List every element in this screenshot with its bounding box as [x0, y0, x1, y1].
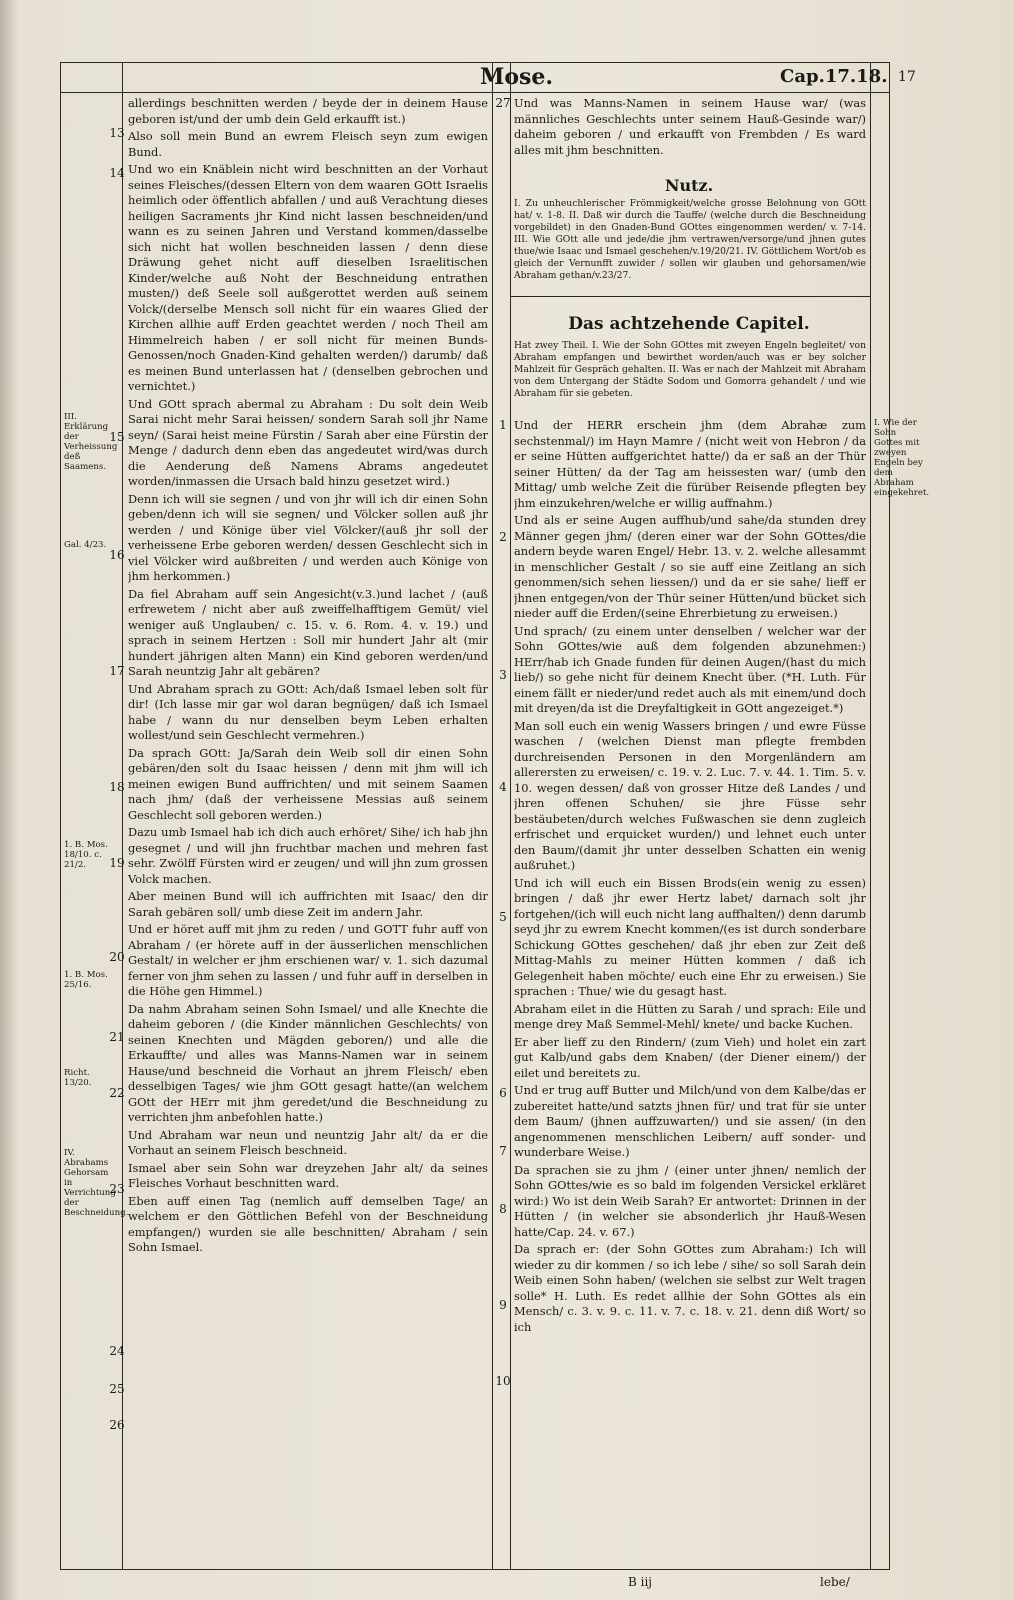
verse-number: 10	[495, 1374, 511, 1388]
margin-note-sohn-gottes: I. Wie der Sohn Gottes mit zweyen Engeln bey dem Abraham eingekehret.	[874, 418, 930, 498]
verse-number: 8	[499, 1202, 507, 1216]
verse-text: Und sprach/ (zu einem unter denselben / welcher war der Sohn GOttes/wie auß dem folgenden abzunehmen:) HErr/hab ich Gnade funden für deinen Augen/(hast du mich lieb/) so gehe nicht für deinem Knecht über. (*H. Luth. Für einem fällt er nieder/und redet auch als mit einem/und doch mit dreyen/da ist die Dreyfaltigkeit in GOtt angezeiget.*)	[514, 623, 866, 715]
verse-number: 9	[499, 1298, 507, 1312]
verse-text: Da sprach GOtt: Ja/Sarah dein Weib soll dir einen Sohn gebären/den solt du Isaac heissen / denn mit jhm will ich meinen ewigen Bund auffrichten/ und mit seinem Saamen nach jhm/ (daß der verheissene Messias auß seinem Geschlecht soll geboren werden.)	[128, 745, 488, 822]
verse-text: Und Abraham sprach zu GOtt: Ach/daß Ismael leben solt für dir! (Ich lasse mir gar wol daran begnügen/ daß ich Ismael habe / wann du nur denselben beym Leben erhalten wollest/und sein Geschlecht vermehren.)	[128, 681, 488, 742]
verse-number: 20	[109, 950, 125, 964]
verse-number: 14	[109, 166, 125, 180]
catchword: lebe/	[820, 1575, 850, 1589]
page-number: 17	[898, 69, 916, 85]
verse-number: 26	[109, 1418, 125, 1432]
verse-number: 5	[499, 910, 507, 924]
verse-text: allerdings beschnitten werden / beyde der in deinem Hause geboren ist/und der umb dein Geld erkaufft ist.)	[128, 96, 488, 126]
chapter-heading: Cap.17.18.	[780, 66, 888, 87]
nutz-text	[514, 198, 866, 284]
margin-note-gal: Gal. 4/23.	[64, 540, 107, 550]
header-rule	[60, 92, 890, 93]
verse-text: Abraham eilet in die Hütten zu Sarah / und sprach: Eile und menge drey Maß Semmel-Mehl/ knete/ und backe Kuchen.	[514, 1001, 866, 1031]
margin-note-erklaerung: III. Erklärung der Verheissung deß Saamens.	[64, 412, 118, 472]
verse-number: 13	[109, 126, 125, 140]
chapter-title: Das achtzehende Capitel.	[568, 314, 810, 334]
nutz-title: Nutz.	[664, 176, 714, 195]
margin-note-richt: Richt. 13/20.	[64, 1068, 92, 1088]
verse-text: Eben auff einen Tag (nemlich auff demselben Tage/ an welchem er den Göttlichen Befehl von der Beschneidung empfangen/) wurden sie alle beschnitten/ Abraham / sein Sohn Ismael.	[128, 1193, 488, 1254]
column-divider-left	[492, 62, 493, 1570]
margin-note-mos-25: 1. B. Mos. 25/16.	[64, 970, 108, 990]
verse-number: 23	[109, 1182, 125, 1196]
verse-text: Und Abraham war neun und neuntzig Jahr alt/ da er die Vorhaut an seinem Fleisch beschneid.	[128, 1127, 488, 1157]
verse-text: Und wo ein Knäblein nicht wird beschnitten an der Vorhaut seines Fleisches/(dessen Eltern von dem waaren GOtt Israelis heimlich oder öffentlich abfallen / und auß Verachtung dieses heiligen Sacraments jhr Kind nicht lassen beschneiden/und wann es zu seinen Jahren und Verstand kommen/dasselbe sich nicht hat wollen beschneiden lassen / denn diese Dräwung gehet nicht auff dieselben Israelitischen Kinder/welche auß Noht der Beschneidung entrathen musten/) deß Seele soll außgerottet werden auß seinem Volck/(derselbe Mensch soll nicht für ein waares Glied der Kirchen allhie auff Erden geachtet werden / noch Theil am Himmelreich haben / er soll nicht für meinen Bunds-Genossen/noch Gnaden-Kind gehalten werden/) darumb/ daß es meinen Bund unterlassen hat / (denselben gebrochen und vernichtet.)	[128, 162, 488, 393]
verse-number: 24	[109, 1344, 125, 1358]
verse-number: 19	[109, 856, 125, 870]
verse-text: Und der HERR erschein jhm (dem Abrahæ zum sechstenmal/) im Hayn Mamre / (nicht weit von Hebron / da er seine Hütten auffgerichtet hatte/) da er saß an der Thür seiner Hütten/ da der Tag am heissesten war/ (umb den Mittag/ umb welche Zeit die fürüber Reisende pflegten bey jhm einzukehren/welche er willig auffnahm.)	[514, 418, 866, 510]
verse-text: Da fiel Abraham auff sein Angesicht(v.3.)und lachet / (auß erfrewetem / nicht aber auß zweiffelhafftigem Gemüt/ viel weniger auß Unglauben/ c. 15. v. 6. Rom. 4. v. 19.) und sprach in seinem Hertzen : Soll mir hundert Jahr alt (mir hundert jährigen alten Mann) ein Kind geboren werden/und Sarah neuntzig Jahr alt gebären?	[128, 586, 488, 678]
verse-text: Da sprach er: (der Sohn GOttes zum Abraham:) Ich will wieder zu dir kommen / so ich lebe / sihe/ so soll Sarah dein Weib einen Sohn haben/ (welchen sie selbst zur Welt tragen solle* H. Luth. Es redet allhie der Sohn GOttes als ein Mensch/ c. 3. v. 9. c. 11. v. 7. c. 18. v. 21. denn diß Wort/ so ich	[514, 1242, 866, 1334]
signature-mark: B iij	[628, 1575, 653, 1589]
right-margin-rule	[870, 62, 871, 1570]
verse-number: 25	[109, 1382, 125, 1396]
column-divider-right	[510, 62, 511, 1570]
verse-text: Und als er seine Augen auffhub/und sahe/da stunden drey Männer gegen jhm/ (deren einer war der Sohn GOttes/die andern beyde waren Engel/ Hebr. 13. v. 2. welche allesammt in menschlicher Gestalt / so sie auff eine Zeitlang an sich genommen/sich sehen liessen/) und da er sie sahe/ lieff er jhnen entgegen/von der Thür seiner Hütten/und bücket sich nieder auff die Erden/(seine Ehrerbietung zu erweisen.)	[514, 513, 866, 620]
left-column-text	[128, 96, 488, 1562]
verse-number: 27	[495, 96, 511, 110]
verse-text: Also soll mein Bund an ewrem Fleisch seyn zum ewigen Bund.	[128, 129, 488, 159]
verse-number: 6	[499, 1086, 507, 1100]
right-column-top	[514, 96, 866, 160]
verse-number: 4	[499, 780, 507, 794]
verse-text: Da sprachen sie zu jhm / (einer unter jhnen/ nemlich der Sohn GOttes/wie es so bald im folgenden Versickel erkläret wird:) Wo ist dein Weib Sarah? Er antwortet: Drinnen in der Hütten / (in welcher sie absonderlich jhr Hauß-Wesen hatte/Cap. 24. v. 67.)	[514, 1162, 866, 1239]
chapter-summary	[514, 340, 866, 402]
margin-note-mos-18: 1. B. Mos. 18/10. c. 21/2.	[64, 840, 108, 870]
verse-text: Und was Manns-Namen in seinem Hause war/ (was männliches Geschlechts unter seinem Hauß-Gesinde war/) daheim geboren / und erkaufft von Frembden / Es ward alles mit jhm beschnitten.	[514, 96, 866, 157]
verse-number: 1	[499, 418, 507, 432]
verse-text: Da nahm Abraham seinen Sohn Ismael/ und alle Knechte die daheim geboren / (die Kinder männlichen Geschlechts/ von seinen Knechten und Mägden geboren/) und alle die Erkauffte/ und alles was Manns-Namen war in seinem Hause/und beschneid die Vorhaut an jhrem Fleisch/ eben desselbigen Tages/ wie jhm GOtt gesagt hatte/(an welchem GOtt der HErr mit jhm geredet/und die Beschneidung zu verrichten jhm anbefohlen hatte.)	[128, 1001, 488, 1124]
summary-paragraph: Hat zwey Theil. I. Wie der Sohn GOttes mit zweyen Engeln begleitet/ von Abraham empfangen und bewirthet worden/auch was er bey solcher Mahlzeit für Gespräch gehalten. II. Was er nach der Mahlzeit mit Abraham von dem Untergang der Städte Sodom und Gomorra gehandelt / und wie Abraham für sie gebeten.	[514, 340, 866, 399]
running-title: Mose.	[480, 64, 554, 90]
verse-text: Er aber lieff zu den Rindern/ (zum Vieh) und holet ein zart gut Kalb/und gabs dem Knaben/ (der Diener einem/) der eilet und bereitets zu.	[514, 1034, 866, 1080]
verse-number: 21	[109, 1030, 125, 1044]
verse-text: Und GOtt sprach abermal zu Abraham : Du solt dein Weib Sarai nicht mehr Sarai heissen/ sondern Sarah soll jhr Name seyn/ (Sarai heist meine Fürstin / Sarah aber eine Fürstin der Menge / dadurch denn eben das angedeutet wird/was durch die Aenderung deß Namens Abrams angedeutet worden/inmassen die Ursach bald hinzu gesetzet wird.)	[128, 396, 488, 488]
verse-number: 22	[109, 1086, 125, 1100]
verse-number: 2	[499, 530, 507, 544]
right-column-text	[514, 418, 866, 1564]
verse-text: Aber meinen Bund will ich auffrichten mit Isaac/ den dir Sarah gebären soll/ umb diese Zeit im andern Jahr.	[128, 889, 488, 919]
verse-text: Dazu umb Ismael hab ich dich auch erhöret/ Sihe/ ich hab jhn gesegnet / und will jhn fruchtbar machen und mehren fast sehr. Zwölff Fürsten wird er zeugen/ und will jhn zum grossen Volck machen.	[128, 825, 488, 886]
margin-note-gehorsam: IV. Abrahams Gehorsam in Verrichtung der Beschneidung.	[64, 1148, 129, 1218]
verse-number: 17	[109, 664, 125, 678]
verse-text: Und er trug auff Butter und Milch/und von dem Kalbe/das er zubereitet hatte/und satzts jhnen für/ und trat für sie unter dem Baum/ (jhnen auffzuwarten/) und sie assen/ (in den angenommenen menschlichen Leibern/ auff sonder- und wunderbare Weise.)	[514, 1083, 866, 1159]
verse-text: Man soll euch ein wenig Wassers bringen / und ewre Füsse waschen / (welchen Dienst man pflegte frembden durchreisenden Personen in den Morgenländern am allerersten zu erweisen/ c. 19. v. 2. Luc. 7. v. 44. 1. Tim. 5. v. 10. wegen dessen/ daß von grosser Hitze deß Landes / und jhren offenen Schuhen/ sie jhre Füsse sehr bestäubeten/durch welches Fußwaschen sie denn zugleich erfrischet und erquicket wurden/) und lehnet euch unter den Baum/(damit jhr unter desselben Schatten ein wenig außruhet.)	[514, 718, 866, 872]
nutz-bottom-rule	[510, 296, 870, 297]
nutz-paragraph: I. Zu unheuchlerischer Frömmigkeit/welche grosse Belohnung von GOtt hat/ v. 1-8. II. Daß wir durch die Tauffe/ (welche durch die Beschneidung vorgebildet) in den Gnaden-Bund GOttes eingenommen werden/ v. 7-14. III. Wie GOtt alle und jede/die jhm vertrawen/versorge/und jhnen gutes thue/wie Isaac und Ismael geschehen/v.19/20/21. IV. Göttlichem Wort/ob es gleich der Vernunfft zuwider / sollen wir glauben und gehorsamen/wie Abraham gethan/v.23/27.	[514, 198, 866, 281]
verse-number: 7	[499, 1144, 507, 1158]
verse-text: Und ich will euch ein Bissen Brods(ein wenig zu essen) bringen / daß jhr ewer Hertz labet/ darnach solt jhr fortgehen/(ich will euch nicht lang auffhalten/) denn darumb seyd jhr zu ewrem Knecht kommen/(es ist durch sonderbare Schickung GOttes geschehen/ daß jhr eben zur Zeit deß Mittag-Mahls zu meiner Hütten kommen / daß ich Gelegenheit haben möchte/ euch eine Ehr zu erweisen.) Sie sprachen : Thue/ wie du gesagt hast.	[514, 875, 866, 998]
verse-number: 15	[109, 430, 125, 444]
verse-text: Und er höret auff mit jhm zu reden / und GOTT fuhr auff von Abraham / (er hörete auff in der äusserlichen menschlichen Gestalt/ in welcher er jhm erschienen war/ v. 1. sich dazumal ferner von jhm sehen zu lassen / und fuhr auff in derselben in die Höhe gen Himmel.)	[128, 922, 488, 998]
verse-text: Denn ich will sie segnen / und von jhr will ich dir einen Sohn geben/denn ich will sie segnen/ und Völcker sollen auß jhr werden / und Könige über viel Völcker/(auß jhr soll der verheissene Erbe geboren werden/ dessen Geschlecht sich in viel Völcker wird außbreiten / und werden auch Könige von jhm herkommen.)	[128, 491, 488, 583]
verse-number: 16	[109, 548, 125, 562]
verse-number: 18	[109, 780, 125, 794]
verse-number: 3	[499, 668, 507, 682]
verse-text: Ismael aber sein Sohn war dreyzehen Jahr alt/ da seines Fleisches Vorhaut beschnitten ward.	[128, 1160, 488, 1190]
